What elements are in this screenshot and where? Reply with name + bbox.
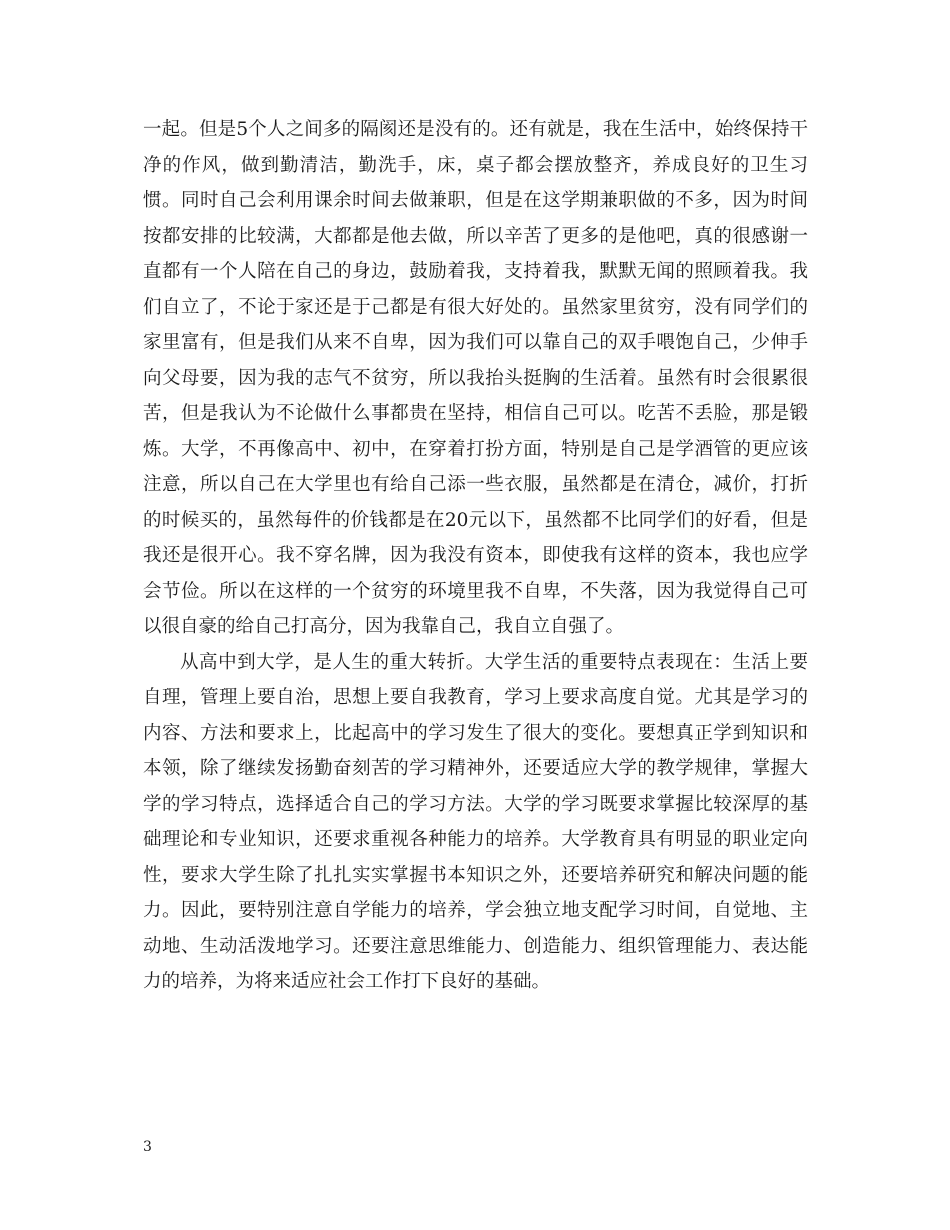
paragraph-university-transition: 从高中到大学，是人生的重大转折。大学生活的重要特点表现在：生活上要自理，管理上要自治，思想上要自我教育，学习上要求高度自觉。尤其是学习的内容、方法和要求上，比起高中的学习发生了很大的变化。要想真正学到知识和本领，除了继续发扬勤奋刻苦的学习精神外，还要适应大学的教学规律，掌握大学的学习特点，选择适合自己的学习方法。大学的学习既要求掌握比较深厚的基础理论和专业知识，还要求重视各种能力的培养。大学教育具有明显的职业定向性，要求大学生除了扎扎实实掌握书本知识之外，还要培养研究和解决问题的能力。因此，要特别注意自学能力的培养，学会独立地支配学习时间，自觉地、主动地、生动活泼地学习。还要注意思维能力、创造能力、组织管理能力、表达能力的培养，为将来适应社会工作打下良好的基础。 — [143, 651, 808, 992]
document-body — [143, 112, 808, 1000]
page-number: 3 — [143, 1139, 152, 1155]
paragraph-continued: 一起。但是5个人之间多的隔阂还是没有的。还有就是，我在生活中，始终保持干净的作风，做到勤清洁，勤洗手，床，桌子都会摆放整齐，养成良好的卫生习惯。同时自己会利用课余时间去做兼职，但是在这学期兼职做的不多，因为时间按都安排的比较满，大都都是他去做，所以辛苦了更多的是他吧，真的很感谢一直都有一个人陪在自己的身边，鼓励着我，支持着我，默默无闻的照顾着我。我们自立了，不论于家还是于己都是有很大好处的。虽然家里贫穷，没有同学们的家里富有，但是我们从来不自卑，因为我们可以靠自己的双手喂饱自己，少伸手向父母要，因为我的志气不贫穷，所以我抬头挺胸的生活着。虽然有时会很累很苦，但是我认为不论做什么事都贵在坚持，相信自己可以。吃苦不丢脸，那是锻炼。大学，不再像高中、初中，在穿着打扮方面，特别是自己是学酒管的更应该注意，所以自己在大学里也有给自己添一些衣服，虽然都是在清仓，减价，打折的时候买的，虽然每件的价钱都是在20元以下，虽然都不比同学们的好看，但是我还是很开心。我不穿名牌，因为我没有资本，即使我有这样的资本，我也应学会节俭。所以在这样的一个贫穷的环境里我不自卑，不失落，因为我觉得自己可以很自豪的给自己打高分，因为我靠自己，我自立自强了。 — [143, 119, 808, 637]
